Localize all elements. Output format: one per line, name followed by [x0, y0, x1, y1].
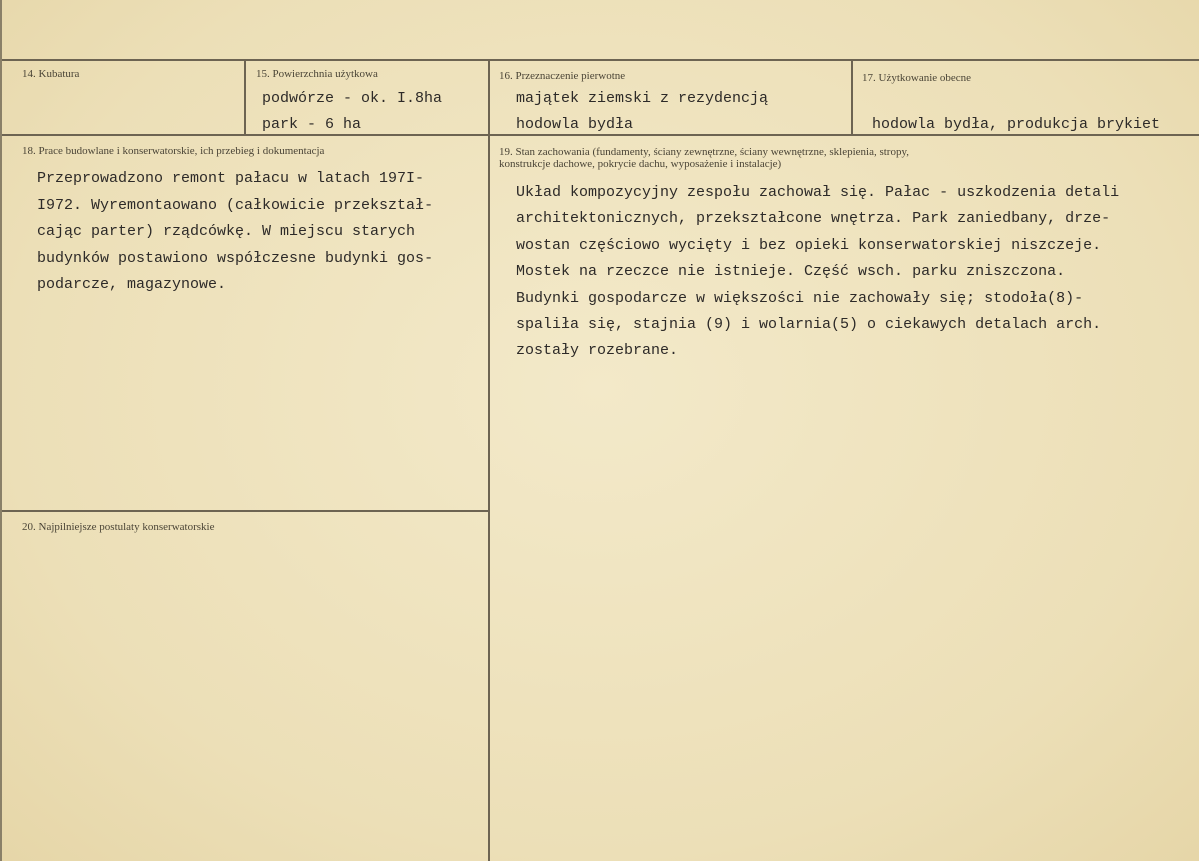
field-15-value [262, 86, 442, 138]
field-15-label: 15. Powierzchnia użytkowa [256, 68, 378, 80]
field-14-label: 14. Kubatura [22, 68, 80, 80]
divider-col-15 [244, 59, 246, 135]
text-line: architektonicznych, przekształcone wnętrza. Park zaniedbany, drze- [516, 210, 1111, 228]
field-16-label: 16. Przeznaczenie pierwotne [499, 70, 626, 82]
text-line: wostan częściowo wycięty i bez opieki konserwatorskiej niszczeje. [516, 236, 1102, 254]
field-18-label: 18. Prace budowlane i konserwatorskie, ich przebieg i dokumentacja [22, 145, 325, 157]
field-20-label: 20. Najpilniejsze postulaty konserwatorskie [22, 521, 215, 533]
divider-col-16 [488, 59, 490, 861]
field-17-label: 17. Użytkowanie obecne [862, 72, 972, 84]
field-19-value [516, 180, 1119, 365]
divider-top [0, 59, 1199, 61]
text-line: park - 6 ha [262, 116, 362, 133]
text-line: cając parter) rządcówkę. W miejscu starych [37, 223, 416, 241]
divider-left-bottom [0, 510, 490, 512]
field-17-value [872, 112, 1197, 138]
text-line: podwórze - ok. I.8ha [262, 90, 443, 107]
text-line: majątek ziemski z rezydencją [516, 90, 769, 107]
field-19-label: 19. Stan zachowania (fundamenty, ściany zewnętrzne, ściany wewnętrzne, sklepienia, stropy, konstrukcje dachowe, pokrycie dachu, wyposażenie i instalacje) [499, 146, 910, 170]
edge-left [0, 0, 2, 861]
text-line: podarcze, magazynowe. [37, 276, 227, 294]
field-16-value [516, 86, 768, 138]
text-line: zostały rozebrane. [516, 342, 679, 360]
text-line: I972. Wyremontaowano (całkowicie przekształ- [37, 196, 434, 214]
field-18-value [37, 166, 433, 299]
text-line: Układ kompozycyjny zespołu zachował się. Pałac - uszkodzenia detali [516, 184, 1120, 201]
text-line: spaliła się, stajnia (9) i wolarnia(5) o ciekawych detalach arch. [516, 315, 1102, 333]
divider-col-17 [851, 59, 853, 135]
text-line: budynków postawiono współczesne budynki gos- [37, 249, 434, 267]
text-line: Mostek na rzeczce nie istnieje. Część wsch. parku zniszczona. [516, 263, 1066, 281]
text-line: hodowla bydła, produkcja brykiet [872, 116, 1161, 133]
text-line: Budynki gospodarcze w większości nie zachowały się; stodoła(8)- [516, 289, 1084, 307]
text-line: hodowla bydła [516, 116, 634, 133]
text-line: Przeprowadzono remont pałacu w latach 197I- [37, 170, 425, 187]
